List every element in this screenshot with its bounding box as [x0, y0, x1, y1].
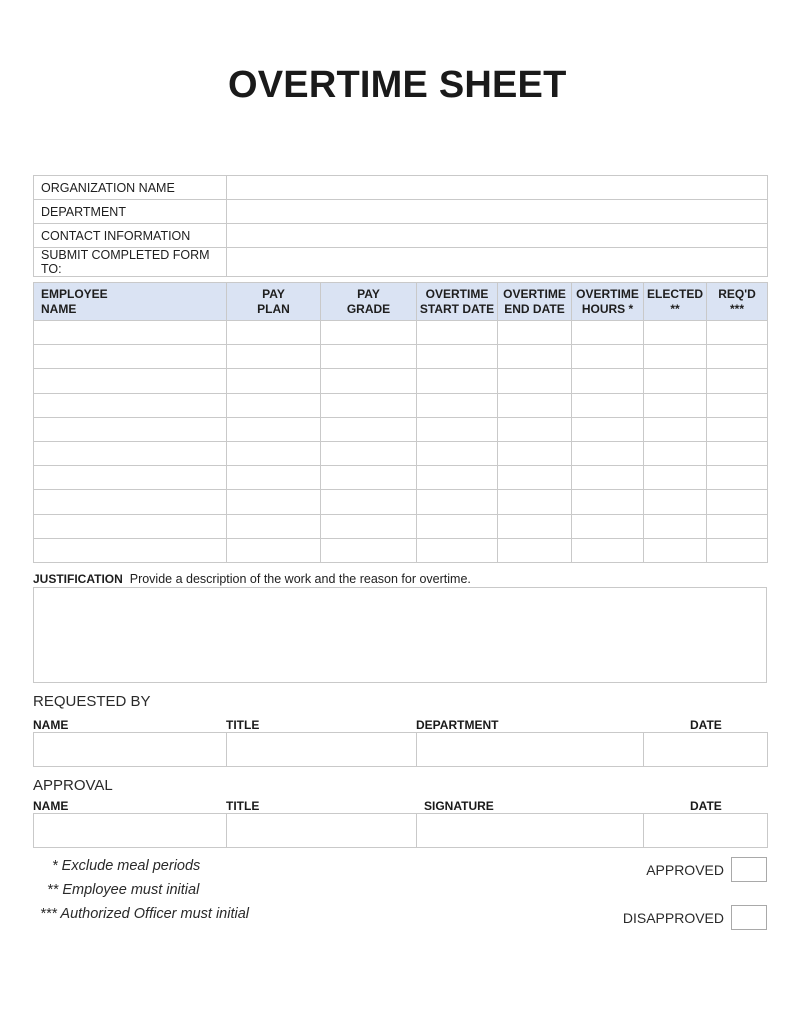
organization-name-field[interactable]	[227, 176, 768, 200]
reqd-cell[interactable]	[707, 514, 768, 538]
pay-grade-cell[interactable]	[321, 417, 417, 441]
requested-by-title: REQUESTED BY	[33, 693, 151, 710]
org-row-submit-to	[34, 248, 768, 277]
start-date-cell[interactable]	[417, 490, 498, 514]
pay-plan-cell[interactable]	[227, 345, 321, 369]
requested-title-field[interactable]	[227, 733, 417, 767]
table-row	[34, 321, 768, 345]
header-pay-plan: PAY PLAN	[227, 283, 321, 321]
hours-cell[interactable]	[572, 514, 644, 538]
approval-date-field[interactable]	[644, 814, 768, 848]
start-date-cell[interactable]	[417, 321, 498, 345]
pay-grade-cell[interactable]	[321, 514, 417, 538]
approval-signature-label: SIGNATURE	[424, 799, 494, 813]
employee-name-cell[interactable]	[34, 514, 227, 538]
organization-info-table	[33, 175, 768, 277]
employee-name-cell[interactable]	[34, 369, 227, 393]
end-date-cell[interactable]	[498, 538, 572, 562]
org-label: DEPARTMENT	[34, 200, 227, 224]
start-date-cell[interactable]	[417, 345, 498, 369]
approval-title: APPROVAL	[33, 777, 113, 794]
start-date-cell[interactable]	[417, 538, 498, 562]
overtime-entries-table	[33, 282, 768, 563]
elected-cell[interactable]	[644, 393, 707, 417]
end-date-cell[interactable]	[498, 321, 572, 345]
reqd-cell[interactable]	[707, 321, 768, 345]
end-date-cell[interactable]	[498, 345, 572, 369]
hours-cell[interactable]	[572, 490, 644, 514]
header-overtime-start-date: OVERTIME START DATE	[417, 283, 498, 321]
hours-cell[interactable]	[572, 441, 644, 465]
employee-name-cell[interactable]	[34, 321, 227, 345]
pay-plan-cell[interactable]	[227, 490, 321, 514]
elected-cell[interactable]	[644, 369, 707, 393]
justification-heading: JUSTIFICATION	[33, 572, 123, 586]
footnote-employee-initial: ** Employee must initial	[47, 882, 200, 898]
approval-row	[34, 814, 768, 848]
footnote-meal-periods: * Exclude meal periods	[52, 858, 201, 874]
pay-grade-cell[interactable]	[321, 345, 417, 369]
start-date-cell[interactable]	[417, 393, 498, 417]
pay-plan-cell[interactable]	[227, 538, 321, 562]
pay-plan-cell[interactable]	[227, 417, 321, 441]
pay-grade-cell[interactable]	[321, 369, 417, 393]
start-date-cell[interactable]	[417, 441, 498, 465]
employee-name-cell[interactable]	[34, 417, 227, 441]
department-field[interactable]	[227, 200, 768, 224]
table-header-row	[34, 283, 768, 321]
requested-by-row	[34, 733, 768, 767]
start-date-cell[interactable]	[417, 369, 498, 393]
table-row	[34, 538, 768, 562]
table-row	[34, 466, 768, 490]
table-row	[34, 345, 768, 369]
start-date-cell[interactable]	[417, 466, 498, 490]
start-date-cell[interactable]	[417, 514, 498, 538]
hours-cell[interactable]	[572, 466, 644, 490]
org-row-contact-information	[34, 224, 768, 248]
org-row-organization-name	[34, 176, 768, 200]
disapproved-checkbox[interactable]	[731, 905, 767, 930]
pay-plan-cell[interactable]	[227, 441, 321, 465]
requested-name-field[interactable]	[34, 733, 227, 767]
contact-information-field[interactable]	[227, 224, 768, 248]
reqd-cell[interactable]	[707, 490, 768, 514]
pay-plan-cell[interactable]	[227, 321, 321, 345]
reqd-cell[interactable]	[707, 466, 768, 490]
approval-name-field[interactable]	[34, 814, 227, 848]
pay-grade-cell[interactable]	[321, 393, 417, 417]
footnote-officer-initial: *** Authorized Officer must initial	[40, 906, 249, 922]
header-pay-grade: PAY GRADE	[321, 283, 417, 321]
header-employee-name: EMPLOYEE NAME	[34, 283, 227, 321]
end-date-cell[interactable]	[498, 466, 572, 490]
end-date-cell[interactable]	[498, 490, 572, 514]
org-row-department	[34, 200, 768, 224]
justification-label	[33, 572, 471, 586]
reqd-cell[interactable]	[707, 441, 768, 465]
pay-grade-cell[interactable]	[321, 466, 417, 490]
elected-cell[interactable]	[644, 417, 707, 441]
elected-cell[interactable]	[644, 345, 707, 369]
table-row	[34, 514, 768, 538]
org-label: ORGANIZATION NAME	[34, 176, 227, 200]
approval-signature-field[interactable]	[417, 814, 644, 848]
pay-plan-cell[interactable]	[227, 393, 321, 417]
org-label: CONTACT INFORMATION	[34, 224, 227, 248]
pay-grade-cell[interactable]	[321, 321, 417, 345]
requested-title-label: TITLE	[226, 718, 260, 732]
end-date-cell[interactable]	[498, 417, 572, 441]
pay-grade-cell[interactable]	[321, 441, 417, 465]
approved-label: APPROVED	[646, 862, 724, 878]
approval-title-field[interactable]	[227, 814, 417, 848]
pay-plan-cell[interactable]	[227, 514, 321, 538]
pay-grade-cell[interactable]	[321, 490, 417, 514]
hours-cell[interactable]	[572, 369, 644, 393]
requested-name-label: NAME	[33, 718, 69, 732]
employee-name-cell[interactable]	[34, 345, 227, 369]
org-label: SUBMIT COMPLETED FORM TO:	[34, 248, 227, 277]
hours-cell[interactable]	[572, 393, 644, 417]
elected-cell[interactable]	[644, 441, 707, 465]
header-overtime-hours: OVERTIME HOURS *	[572, 283, 644, 321]
requested-date-field[interactable]	[644, 733, 768, 767]
hours-cell[interactable]	[572, 321, 644, 345]
requested-date-label: DATE	[690, 718, 722, 732]
end-date-cell[interactable]	[498, 393, 572, 417]
header-reqd: REQ'D ***	[707, 283, 768, 321]
reqd-cell[interactable]	[707, 417, 768, 441]
elected-cell[interactable]	[644, 466, 707, 490]
employee-name-cell[interactable]	[34, 441, 227, 465]
elected-cell[interactable]	[644, 490, 707, 514]
pay-grade-cell[interactable]	[321, 538, 417, 562]
elected-cell[interactable]	[644, 514, 707, 538]
approval-name-label: NAME	[33, 799, 69, 813]
table-row	[34, 417, 768, 441]
elected-cell[interactable]	[644, 538, 707, 562]
header-elected: ELECTED **	[644, 283, 707, 321]
end-date-cell[interactable]	[498, 441, 572, 465]
pay-plan-cell[interactable]	[227, 369, 321, 393]
justification-description: Provide a description of the work and the reason for overtime.	[129, 572, 471, 586]
approved-checkbox[interactable]	[731, 857, 767, 882]
approval-table	[33, 813, 768, 848]
end-date-cell[interactable]	[498, 369, 572, 393]
reqd-cell[interactable]	[707, 538, 768, 562]
requested-by-table	[33, 732, 768, 767]
approval-date-label: DATE	[690, 799, 722, 813]
employee-name-cell[interactable]	[34, 490, 227, 514]
hours-cell[interactable]	[572, 345, 644, 369]
start-date-cell[interactable]	[417, 417, 498, 441]
page-title: OVERTIME SHEET	[228, 64, 567, 106]
employee-name-cell[interactable]	[34, 466, 227, 490]
table-row	[34, 369, 768, 393]
end-date-cell[interactable]	[498, 514, 572, 538]
table-row	[34, 393, 768, 417]
reqd-cell[interactable]	[707, 393, 768, 417]
submit-to-field[interactable]	[227, 248, 768, 277]
employee-name-cell[interactable]	[34, 538, 227, 562]
reqd-cell[interactable]	[707, 345, 768, 369]
table-row	[34, 441, 768, 465]
header-overtime-end-date: OVERTIME END DATE	[498, 283, 572, 321]
justification-field[interactable]	[33, 587, 767, 683]
hours-cell[interactable]	[572, 538, 644, 562]
requested-department-field[interactable]	[417, 733, 644, 767]
table-row	[34, 490, 768, 514]
requested-department-label: DEPARTMENT	[416, 718, 499, 732]
elected-cell[interactable]	[644, 321, 707, 345]
approval-title-label: TITLE	[226, 799, 260, 813]
disapproved-label: DISAPPROVED	[622, 910, 724, 926]
reqd-cell[interactable]	[707, 369, 768, 393]
employee-name-cell[interactable]	[34, 393, 227, 417]
pay-plan-cell[interactable]	[227, 466, 321, 490]
hours-cell[interactable]	[572, 417, 644, 441]
